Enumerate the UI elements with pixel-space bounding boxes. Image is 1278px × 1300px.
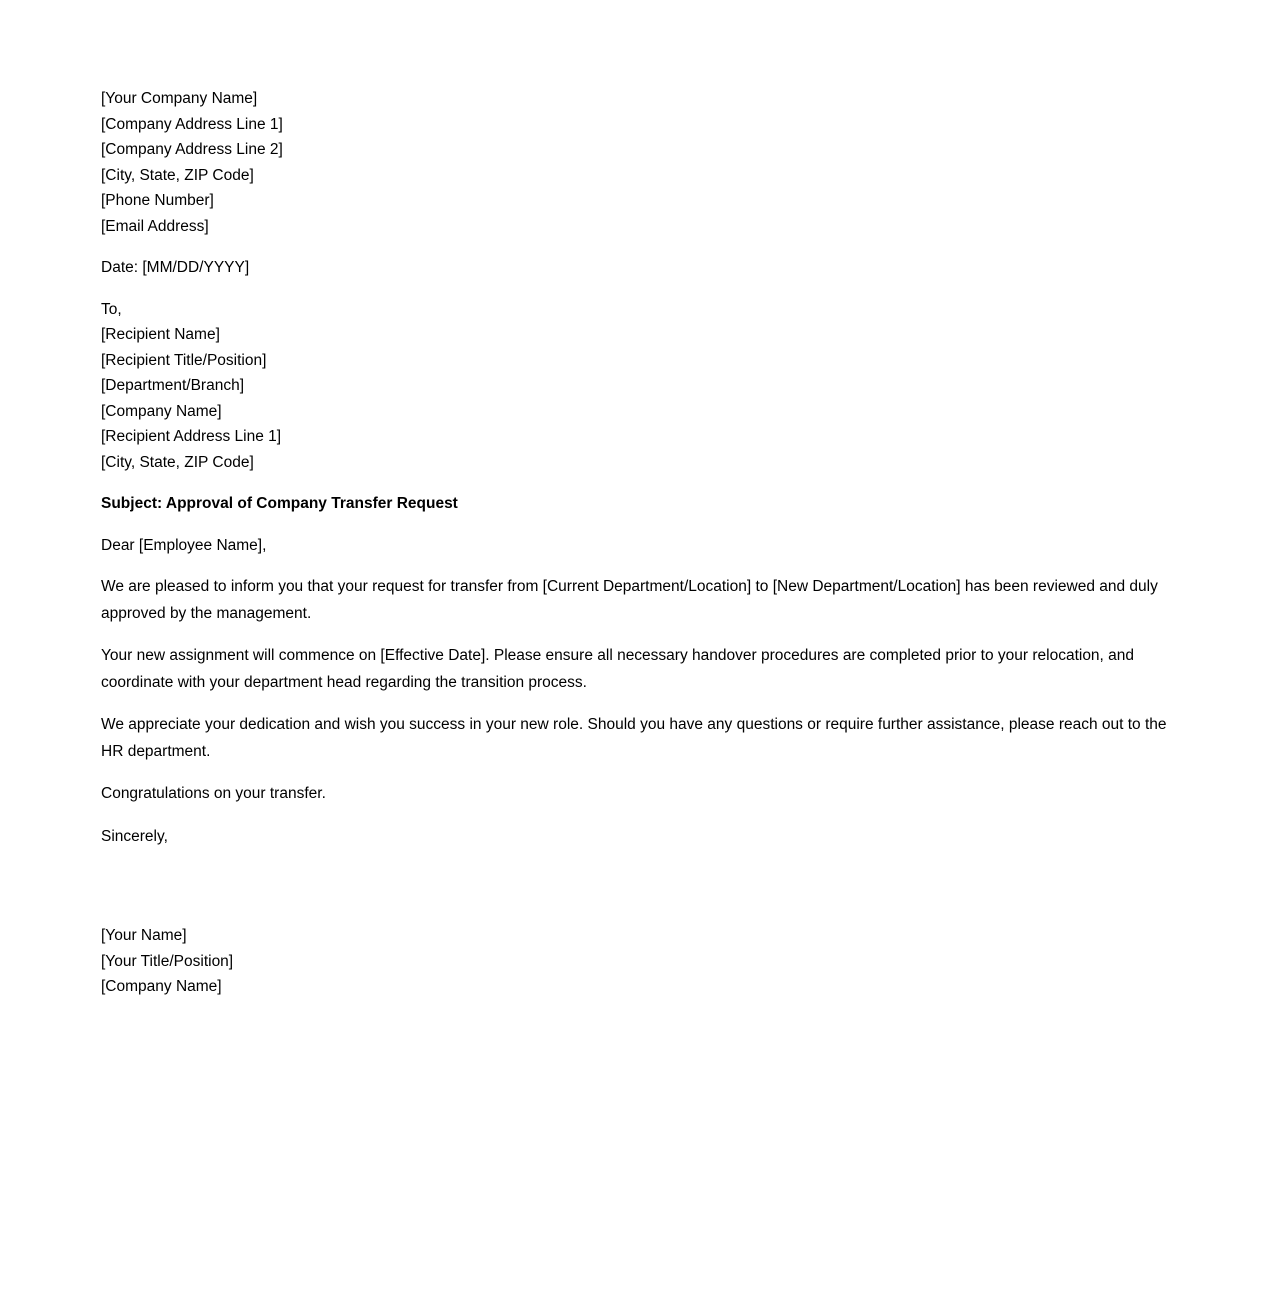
recipient-address-block bbox=[101, 297, 1176, 476]
spacer bbox=[101, 517, 1176, 533]
letter-body bbox=[101, 86, 1176, 1000]
body-paragraph: We are pleased to inform you that your request for transfer from [Current Department/Location] to [New Department/Location] has been reviewed and duly approved by the management. bbox=[101, 578, 1158, 622]
spacer bbox=[101, 475, 1176, 491]
date-line: Date: [MM/DD/YYYY] bbox=[101, 259, 250, 276]
recipient-line: [Recipient Address Line 1] bbox=[101, 428, 282, 445]
sender-line: [City, State, ZIP Code] bbox=[101, 166, 254, 184]
spacer bbox=[101, 281, 1176, 297]
signature-line: [Your Title/Position] bbox=[101, 952, 234, 970]
sender-line: [Company Address Line 1] bbox=[101, 115, 283, 133]
recipient-line: [Company Name] bbox=[101, 402, 222, 420]
recipient-line: [Recipient Name] bbox=[101, 326, 220, 343]
spacer bbox=[101, 696, 1176, 712]
subject-line: Subject: Approval of Company Transfer Request bbox=[101, 495, 458, 512]
signature-space bbox=[101, 849, 1176, 923]
body-paragraph: Your new assignment will commence on [Effective Date]. Please ensure all necessary handover procedures are completed prior to your relocation, and coordinate with your department head regarding the transition process. bbox=[101, 647, 1135, 691]
recipient-line: [Recipient Title/Position] bbox=[101, 351, 267, 369]
signature-line: [Your Name] bbox=[101, 927, 187, 944]
body-paragraph: We appreciate your dedication and wish you success in your new role. Should you have any questions or require further assistance, please reach out to the HR department. bbox=[101, 716, 1167, 760]
signature-line: [Company Name] bbox=[101, 978, 222, 995]
recipient-line: [City, State, ZIP Code] bbox=[101, 453, 254, 471]
spacer bbox=[101, 765, 1176, 781]
spacer bbox=[101, 808, 1176, 824]
spacer bbox=[101, 558, 1176, 574]
sender-address-block bbox=[101, 86, 1176, 239]
closing-line: Sincerely, bbox=[101, 827, 168, 845]
subject-block bbox=[101, 491, 1176, 517]
spacer bbox=[101, 627, 1176, 643]
salutation-line: Dear [Employee Name], bbox=[101, 536, 267, 554]
body-paragraph: Congratulations on your transfer. bbox=[101, 785, 326, 802]
sender-line: [Your Company Name] bbox=[101, 90, 258, 107]
date-block bbox=[101, 255, 1176, 281]
recipient-line: To, bbox=[101, 300, 122, 318]
recipient-line: [Department/Branch] bbox=[101, 377, 245, 394]
closing-block bbox=[101, 824, 1176, 850]
signature-block bbox=[101, 923, 1176, 1000]
spacer bbox=[101, 239, 1176, 255]
salutation-block bbox=[101, 533, 1176, 559]
sender-line: [Company Address Line 2] bbox=[101, 141, 283, 158]
sender-line: [Email Address] bbox=[101, 217, 209, 235]
sender-line: [Phone Number] bbox=[101, 192, 214, 209]
